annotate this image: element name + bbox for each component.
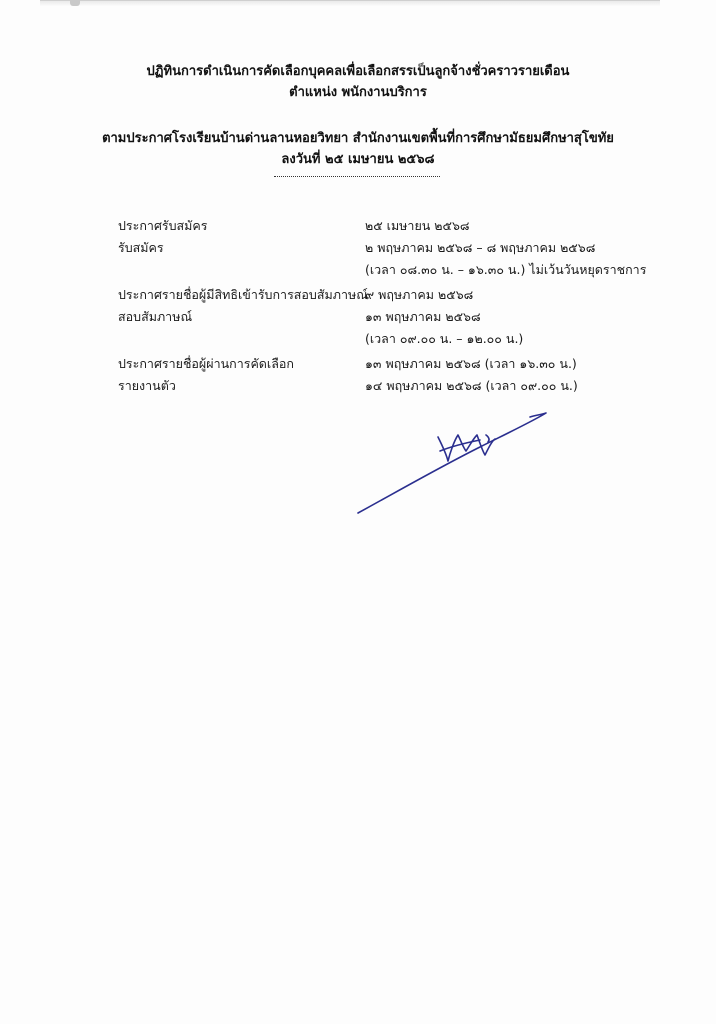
schedule-label-application: รับสมัคร — [118, 240, 164, 255]
schedule-label-passed-list: ประกาศรายชื่อผู้ผ่านการคัดเลือก — [118, 356, 294, 371]
announcement-date: ลงวันที่ ๒๕ เมษายน ๒๕๖๘ — [281, 152, 435, 167]
schedule-label-interview: สอบสัมภาษณ์ — [118, 309, 193, 324]
schedule-value-application: ๒ พฤษภาคม ๒๕๖๘ – ๘ พฤษภาคม ๒๕๖๘ — [365, 240, 596, 255]
schedule-value-passed-list: ๑๓ พฤษภาคม ๒๕๖๘ (เวลา ๑๖.๓๐ น.) — [365, 356, 577, 371]
dotted-separator — [274, 176, 440, 177]
schedule-label-announce-application: ประกาศรับสมัคร — [118, 218, 208, 233]
signature — [340, 395, 570, 525]
schedule-value-report: ๑๔ พฤษภาคม ๒๕๖๘ (เวลา ๐๙.๐๐ น.) — [365, 378, 578, 393]
schedule-value-announce-application: ๒๕ เมษายน ๒๕๖๘ — [365, 218, 470, 233]
schedule-value-application-hours: (เวลา ๐๘.๓๐ น. – ๑๖.๓๐ น.) ไม่เว้นวันหยุดราชการ — [365, 262, 647, 277]
schedule-value-eligible-list: ๙ พฤษภาคม ๒๕๖๘ — [365, 287, 474, 302]
schedule-label-report: รายงานตัว — [118, 378, 176, 393]
announcement-reference: ตามประกาศโรงเรียนบ้านด่านลานหอยวิทยา สำนักงานเขตพื้นที่การศึกษามัธยมศึกษาสุโขทัย — [102, 131, 614, 146]
document-title: ปฏิทินการดำเนินการคัดเลือกบุคคลเพื่อเลือกสรรเป็นลูกจ้างชั่วคราวรายเดือน — [146, 64, 570, 79]
schedule-label-eligible-list: ประกาศรายชื่อผู้มีสิทธิเข้ารับการสอบสัมภาษณ์ — [118, 287, 368, 302]
position-title: ตำแหน่ง พนักงานบริการ — [289, 85, 427, 100]
scan-edge — [40, 0, 660, 7]
punch-hole-mark — [70, 0, 80, 6]
schedule-value-interview-hours: (เวลา ๐๙.๐๐ น. – ๑๒.๐๐ น.) — [365, 331, 524, 346]
schedule-value-interview: ๑๓ พฤษภาคม ๒๕๖๘ — [365, 309, 481, 324]
